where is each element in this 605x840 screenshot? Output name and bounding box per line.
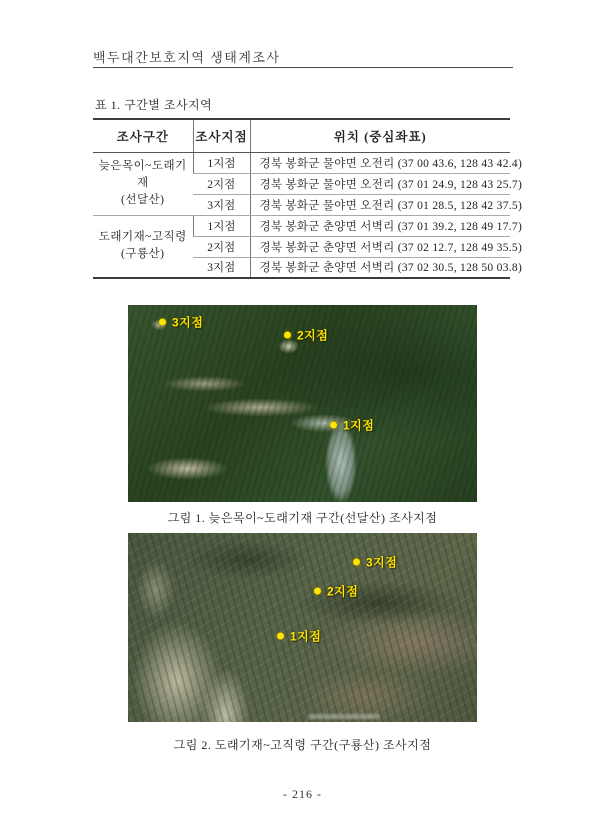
marker-label: 3지점	[172, 315, 204, 330]
column-header-point: 조사지점	[193, 119, 250, 152]
point-cell: 3지점	[207, 262, 236, 275]
marker-dot-icon	[353, 559, 360, 566]
map-marker	[277, 628, 321, 645]
location-cell: 경북 봉화군 춘양면 서벽리 (37 01 39.2, 128 49 17.7)	[250, 215, 510, 236]
column-header-location: 위치 (중심좌표)	[250, 119, 510, 152]
section-mountain: (구룡산)	[121, 248, 165, 261]
figure2-caption: 그림 2. 도래기재~고직령 구간(구룡산) 조사지점	[173, 738, 432, 752]
location-cell: 경북 봉화군 물야면 오전리 (37 00 43.6, 128 43 42.4)	[250, 152, 510, 173]
marker-label: 3지점	[366, 555, 398, 570]
marker-label: 2지점	[327, 584, 359, 599]
point-cell: 1지점	[193, 215, 250, 236]
table-row	[93, 215, 510, 236]
point-cell: 2지점	[193, 236, 250, 257]
location-cell: 경북 봉화군 춘양면 서벽리 (37 02 12.7, 128 49 35.5)	[250, 236, 510, 257]
header-rule	[93, 67, 513, 68]
map-marker	[159, 314, 203, 331]
section-cell-group1	[93, 152, 193, 215]
point-cell: 2지점	[193, 173, 250, 194]
marker-dot-icon	[277, 633, 284, 640]
survey-locations-table	[93, 118, 523, 279]
marker-dot-icon	[284, 332, 291, 339]
marker-dot-icon	[330, 422, 337, 429]
column-header-section: 조사구간	[93, 119, 193, 152]
marker-label: 1지점	[290, 629, 322, 644]
location-cell: 경북 봉화군 물야면 오전리 (37 01 24.9, 128 43 25.7)	[250, 173, 510, 194]
table-title: 표 1. 구간별 조사지역	[95, 98, 213, 112]
map-marker	[314, 583, 358, 600]
table-row	[93, 152, 510, 173]
point-cell: 1지점	[193, 152, 250, 173]
marker-dot-icon	[314, 588, 321, 595]
location-cell: 경북 봉화군 춘양면 서벽리 (37 02 30.5, 128 50 03.8)	[250, 257, 510, 278]
figure1-caption: 그림 1. 늦은목이~도래기재 구간(선달산) 조사지점	[167, 511, 438, 525]
table-header-row	[93, 119, 510, 152]
figure1-satellite-map	[128, 305, 477, 502]
location-cell: 경북 봉화군 물야면 오전리 (37 01 28.5, 128 42 37.5)	[250, 194, 510, 215]
map-marker	[284, 327, 328, 344]
map-watermark	[308, 714, 380, 719]
marker-label: 2지점	[297, 328, 329, 343]
section-name: 도래기재~고직령	[98, 231, 187, 243]
marker-dot-icon	[159, 319, 166, 326]
section-mountain: (선달산)	[121, 194, 165, 207]
section-cell-group2	[93, 215, 193, 278]
marker-label: 1지점	[343, 418, 375, 433]
page-header-title: 백두대간보호지역 생태계조사	[93, 50, 281, 65]
section-name: 늦은목이~도래기재	[98, 159, 187, 189]
map-marker	[330, 417, 374, 434]
point-cell: 3지점	[193, 194, 250, 215]
page-number: - 216 -	[283, 787, 322, 801]
map-marker	[353, 554, 397, 571]
figure2-satellite-map	[128, 533, 477, 722]
